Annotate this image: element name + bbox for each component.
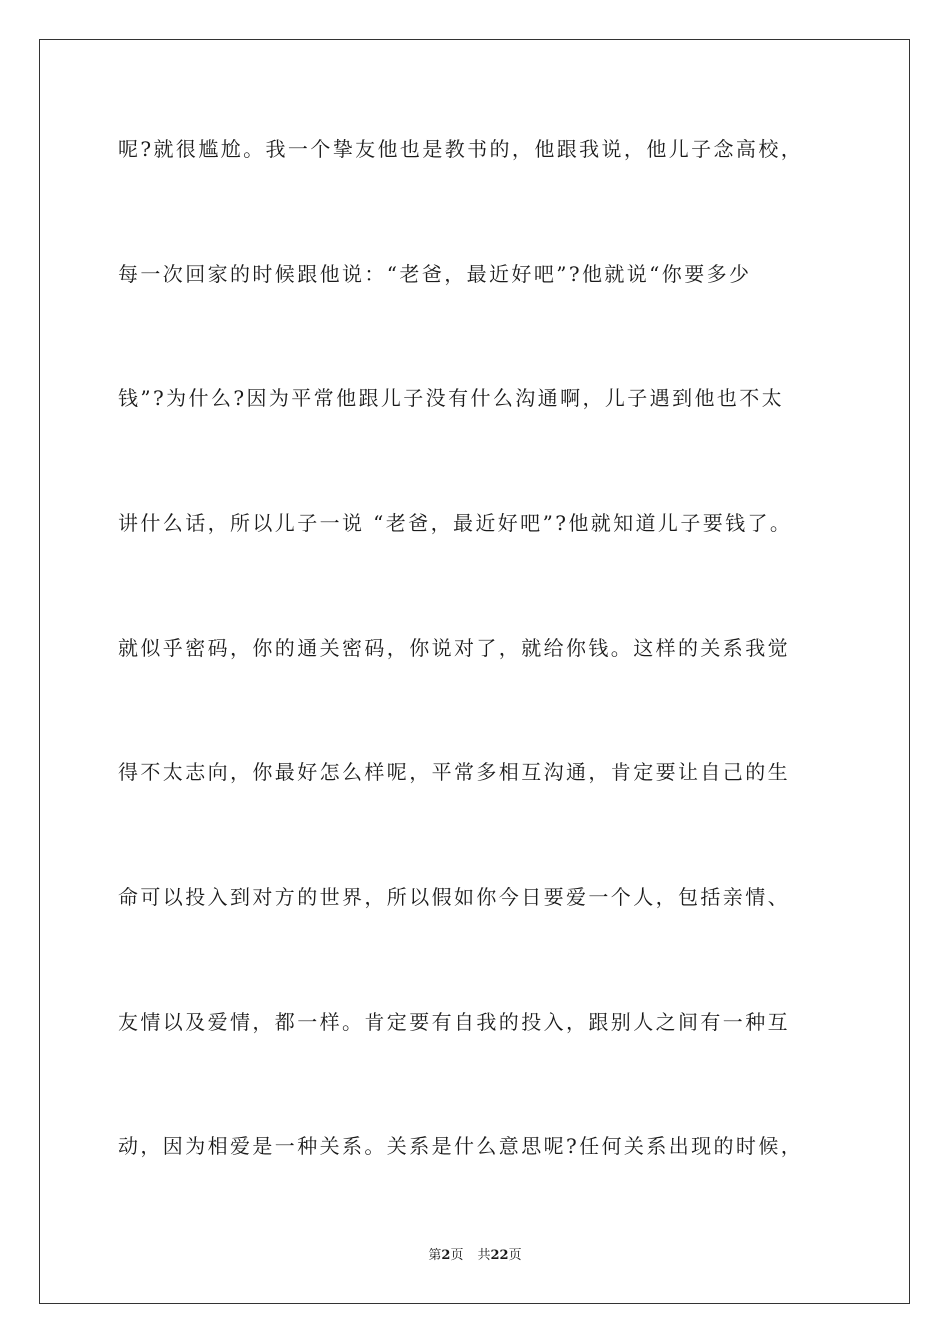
text-line: 动，因为相爱是一种关系。关系是什么意思呢?任何关系出现的时候， bbox=[118, 1134, 804, 1158]
total-pages: 22 bbox=[490, 1248, 509, 1263]
page-border bbox=[39, 39, 910, 1304]
text-line: 钱”?为什么?因为平常他跟儿子没有什么沟通啊，儿子遇到他也不太 bbox=[118, 386, 785, 410]
text-line: 就似乎密码，你的通关密码，你说对了，就给你钱。这样的关系我觉 bbox=[118, 636, 790, 660]
total-prefix: 共 bbox=[477, 1248, 491, 1263]
text-line: 呢?就很尴尬。我一个挚友他也是教书的，他跟我说，他儿子念高校， bbox=[118, 137, 804, 161]
text-line: 友情以及爱情，都一样。肯定要有自我的投入，跟别人之间有一种互 bbox=[118, 1010, 790, 1034]
page-number: 2 bbox=[441, 1248, 451, 1263]
text-line: 每一次回家的时候跟他说：“老爸，最近好吧”?他就说“你要多少 bbox=[118, 262, 752, 286]
page-prefix: 第 bbox=[428, 1248, 442, 1263]
text-line: 命可以投入到对方的世界，所以假如你今日要爱一个人，包括亲情、 bbox=[118, 885, 790, 909]
page-suffix: 页 bbox=[450, 1248, 464, 1263]
text-line: 得不太志向，你最好怎么样呢，平常多相互沟通，肯定要让自己的生 bbox=[118, 760, 790, 784]
page-footer bbox=[0, 1247, 950, 1265]
text-line: 讲什么话，所以儿子一说 “老爸，最近好吧”?他就知道儿子要钱了。 bbox=[118, 511, 793, 535]
total-suffix: 页 bbox=[508, 1248, 522, 1263]
